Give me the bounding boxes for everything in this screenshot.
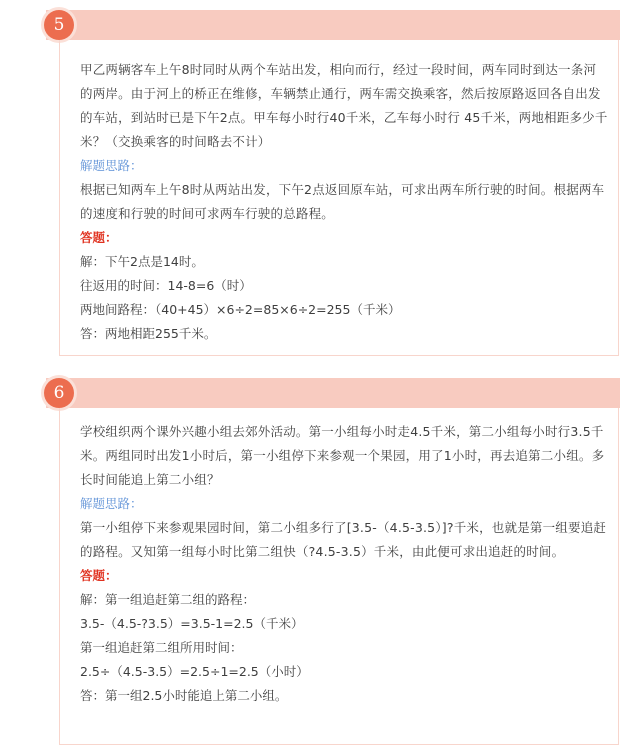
solution-idea-text: 根据已知两车上午8时从两站出发，下午2点返回原车站，可求出两车所行驶的时间。根据两车的速度和行驶的时间可求两车行驶的总路程。	[80, 182, 605, 221]
answer-line: 答：两地相距255千米。	[80, 326, 217, 341]
problem-content	[80, 58, 608, 346]
answer-label: 答题：	[80, 568, 118, 583]
problem-number-badge: 6	[44, 378, 74, 408]
answer-line: 解：第一组追赶第二组的路程：	[80, 592, 256, 607]
problem-number-badge: 5	[44, 10, 74, 40]
answer-line: 两地间路程：（40+45）×6÷2=85×6÷2=255（千米）	[80, 302, 401, 317]
solution-idea-label: 解题思路：	[80, 496, 143, 511]
problem-content	[80, 420, 608, 708]
answer-label: 答题：	[80, 230, 118, 245]
question-text: 学校组织两个课外兴趣小组去郊外活动。第一小组每小时走4.5千米，第二小组每小时行3.5千米。两组同时出发1小时后，第一小组停下来参观一个果园，用了1小时，再去追第二小组。多长时间能追上第二小组？	[80, 424, 605, 487]
answer-line: 3.5-（4.5-?3.5）=3.5-1=2.5（千米）	[80, 616, 304, 631]
answer-line: 第一组追赶第二组所用时间：	[80, 640, 243, 655]
answer-line: 2.5÷（4.5-3.5）=2.5÷1=2.5（小时）	[80, 664, 309, 679]
solution-idea-text: 第一小组停下来参观果园时间，第二小组多行了[3.5-（4.5-3.5）]?千米，也就是第一组要追赶的路程。又知第一组每小时比第二组快（?4.5-3.5）千米，由此便可求出追赶的时间。	[80, 520, 607, 559]
problem-header-bar	[46, 378, 620, 408]
answer-line: 往返用的时间：14-8=6（时）	[80, 278, 252, 293]
solution-idea-label: 解题思路：	[80, 158, 143, 173]
answer-line: 答：第一组2.5小时能追上第二小组。	[80, 688, 288, 703]
problem-header-bar	[46, 10, 620, 40]
answer-line: 解：下午2点是14时。	[80, 254, 204, 269]
question-text: 甲乙两辆客车上午8时同时从两个车站出发，相向而行，经过一段时间，两车同时到达一条河的两岸。由于河上的桥正在维修，车辆禁止通行，两车需交换乘客，然后按原路返回各自出发的车站，到站时已是下午2点。甲车每小时行40千米，乙车每小时行 45千米，两地相距多少千米？（交换乘客的时间略去不计）	[80, 62, 608, 149]
